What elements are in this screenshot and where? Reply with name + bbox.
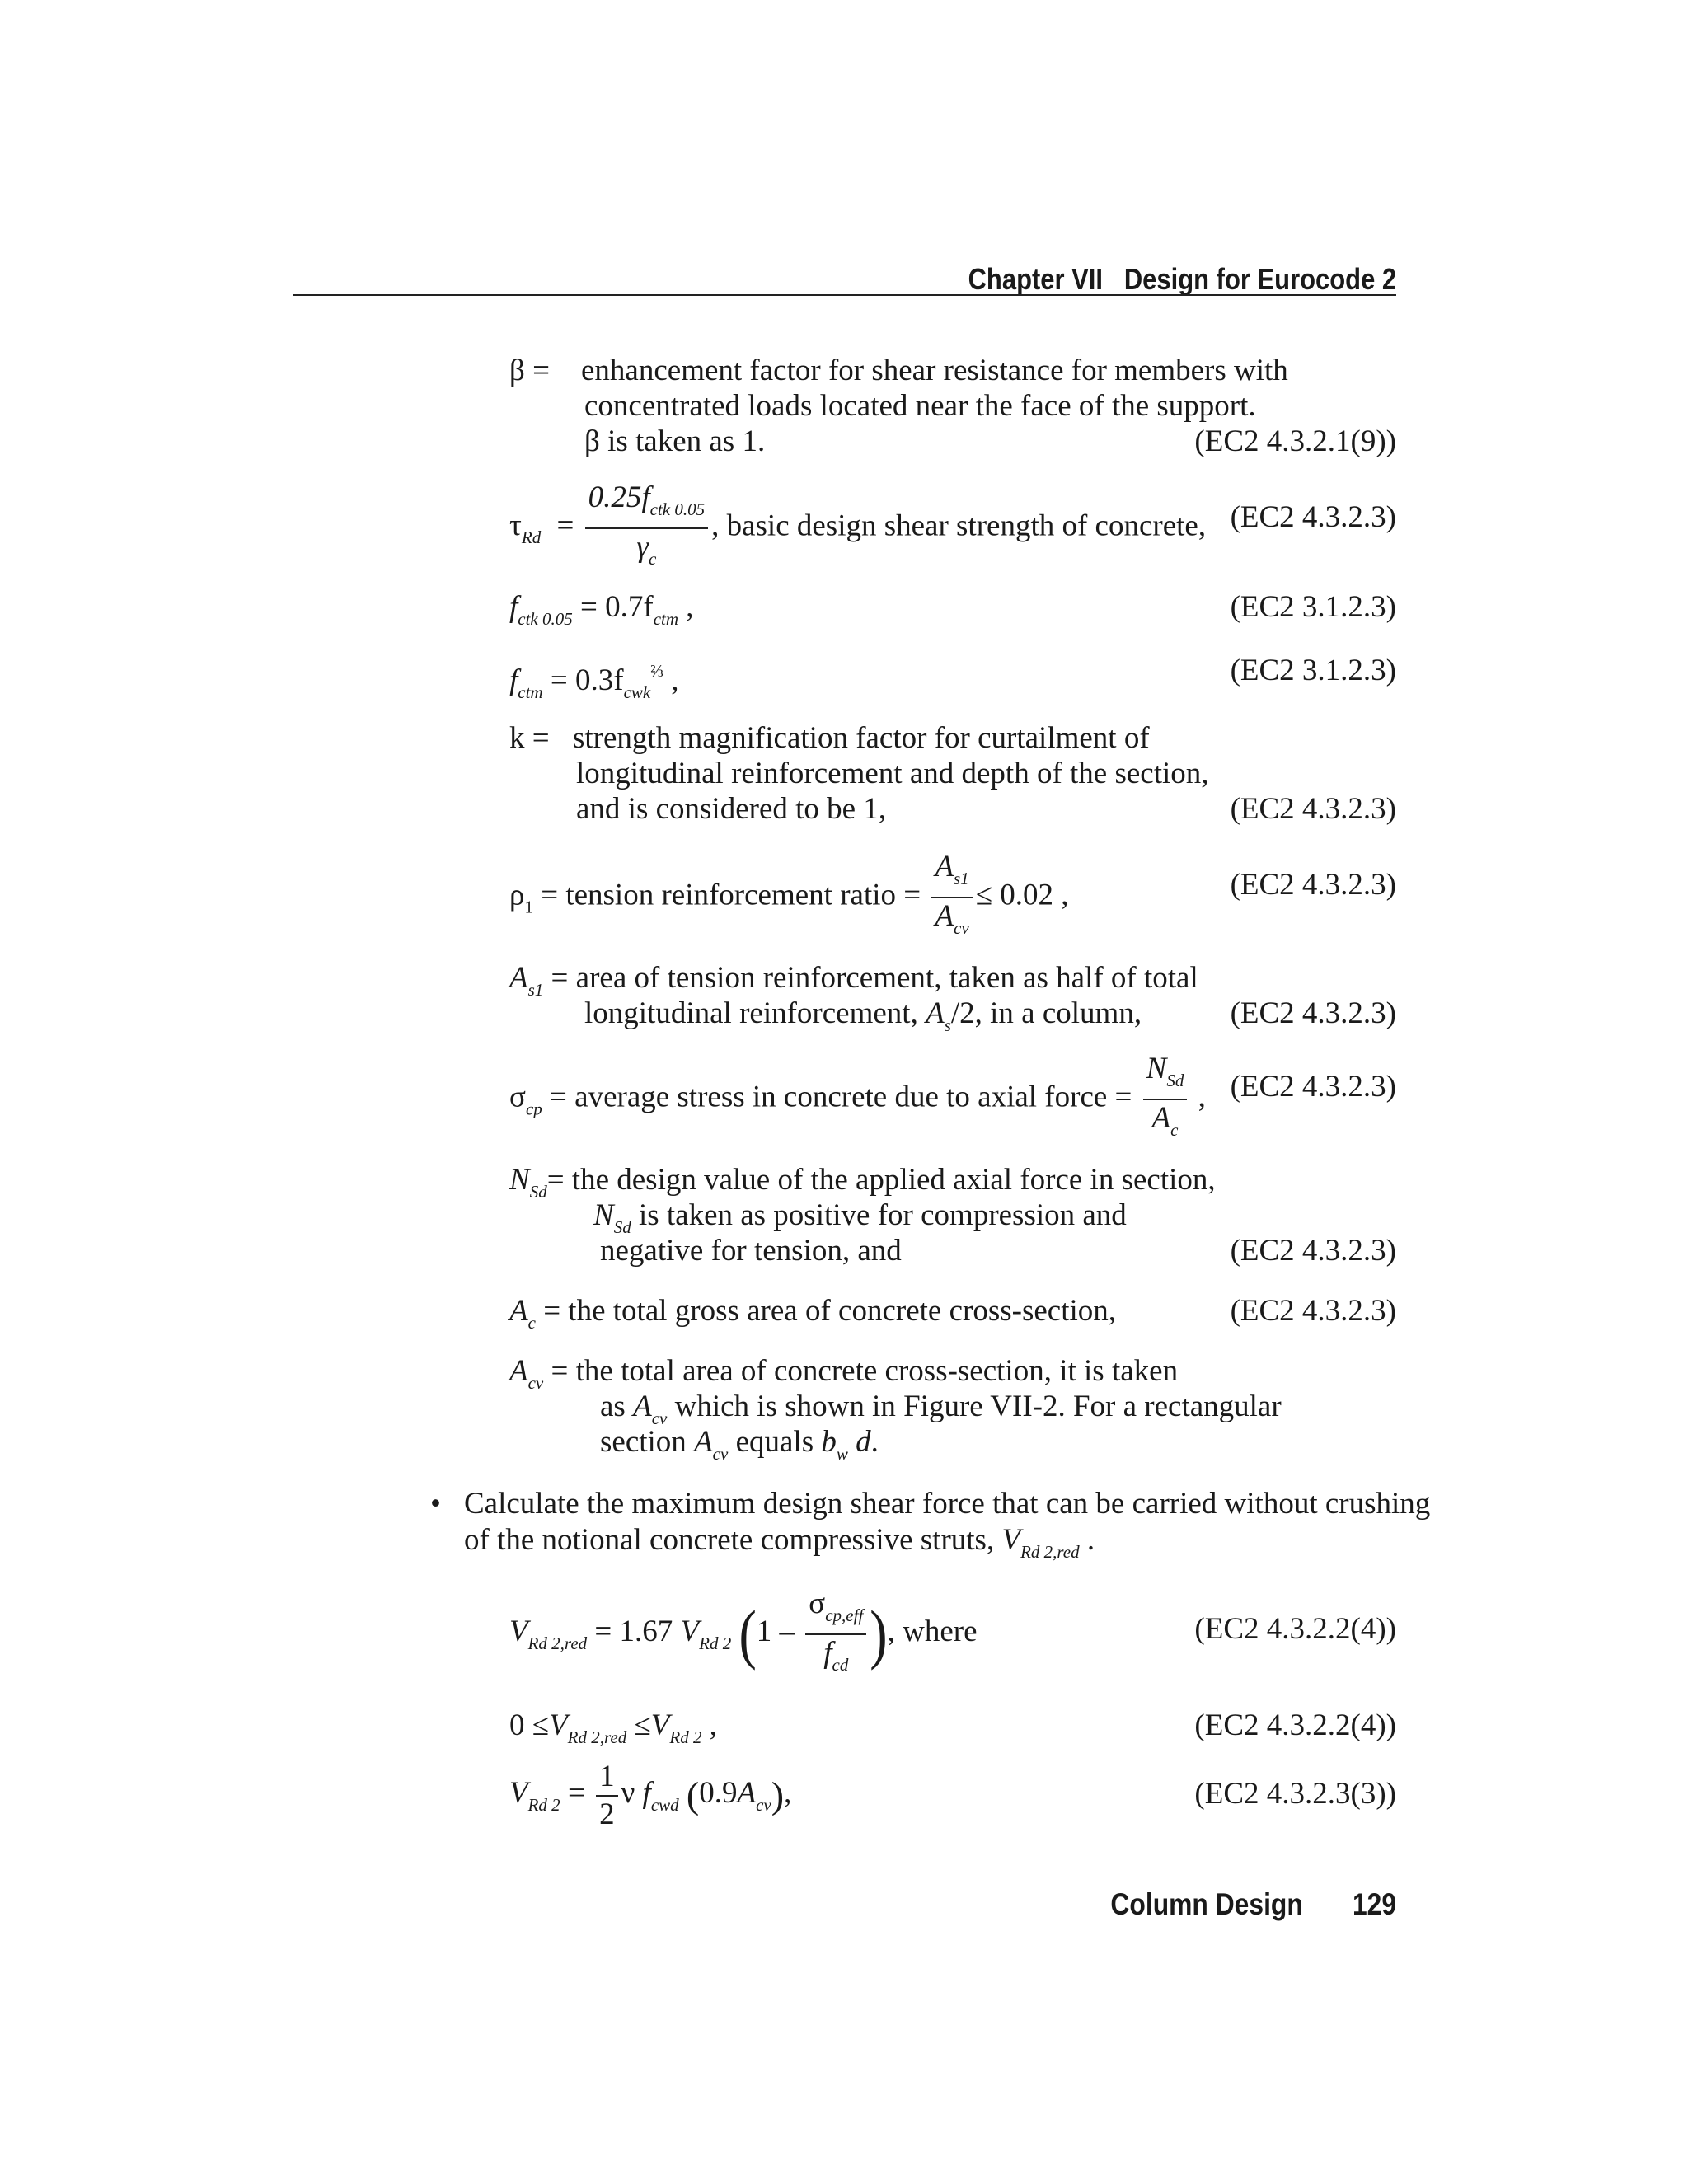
k-ref: (EC2 4.3.2.3) [1230,792,1396,826]
beta-ref: (EC2 4.3.2.1(9)) [1194,424,1396,458]
nsd-line-2: $N_{Sd}$ is taken as positive for compression and [593,1198,1127,1237]
sigma-cp-fraction: $\frac{N_{Sd}}{A_c}$ [1143,1051,1188,1148]
vrd2-fraction: $\frac{1}{2}$ [596,1759,618,1833]
sigma-cp-equation: $\sigma_{cp}$ = average stress in concrete due to axial force = $\frac{N_{Sd}}{A_c}$ , [509,1051,1206,1148]
tau-rd-ref: (EC2 4.3.2.3) [1230,500,1396,534]
k-line-3: and is considered to be 1, [576,792,887,826]
rho-equation: $\rho_1$ = tension reinforcement ratio = $\frac{A_{s1}}{A_{cv}}$ ≤ 0.02 , [509,849,1069,946]
vrd2red-equation: $V_{Rd 2,red} = 1.67$ $V_{Rd 2}$ (1 – $\frac{\sigma_{cp,eff}}{f_{cd}}$ ), where [509,1582,978,1693]
ac-ref: (EC2 4.3.2.3) [1230,1294,1396,1328]
acv-line-2: as $A_{cv}$ which is shown in Figure VII-2. For a rectangular [600,1390,1282,1428]
vrange-ref: (EC2 4.3.2.2(4)) [1194,1708,1396,1742]
as1-line-2: longitudinal reinforcement, $A_s/2$, in a column, [584,996,1142,1035]
acv-line-3: section $A_{cv}$ equals $b_w$ d. [600,1425,879,1464]
rho-ref: (EC2 4.3.2.3) [1230,868,1396,902]
tau-rd-equation: $\tau_{Rd}$ = $\frac{0.25f_{ctk 0.05}}{\gamma_c}$ , basic design shear strength of concrete, [509,480,1206,577]
nsd-line-3: negative for tension, and [600,1234,902,1268]
fctm-equation: $f_{ctm} = 0.3f_{cwk}^{\frac{2}{3}}$ , [509,661,679,702]
vrd2red-ref: (EC2 4.3.2.2(4)) [1194,1612,1396,1646]
running-footer [1110,1887,1396,1922]
k-symbol: k = [509,721,550,755]
header-rule [293,294,1396,296]
page-number: 129 [1352,1887,1396,1921]
bullet-marker: • [430,1487,441,1521]
rho-fraction: $\frac{A_{s1}}{A_{cv}}$ [931,849,972,946]
fctk-ref: (EC2 3.1.2.3) [1230,590,1396,624]
as1-line-1: $A_{s1}$ = area of tension reinforcement, taken as half of total [509,961,1198,1000]
as1-ref: (EC2 4.3.2.3) [1230,996,1396,1030]
beta-symbol: β = [509,354,550,387]
beta-line-2: concentrated loads located near the face of the support. [584,389,1256,423]
tau-rd-text: , basic design shear strength of concrete, [711,509,1207,543]
sigma-cp-ref: (EC2 4.3.2.3) [1230,1070,1396,1104]
beta-line-3: β is taken as 1. [584,424,766,458]
bullet-line-2: of the notional concrete compressive struts, $V_{Rd 2,red}$ . [464,1523,1095,1562]
vrd2red-fraction: $\frac{\sigma_{cp,eff}}{f_{cd}}$ [805,1586,866,1683]
fctk-equation: $f_{ctk 0.05} = 0.7f_{ctm}$ , [509,590,694,629]
nsd-ref: (EC2 4.3.2.3) [1230,1234,1396,1268]
acv-line-1: $A_{cv}$ = the total area of concrete cross-section, it is taken [509,1354,1179,1393]
header-title: Design for Eurocode 2 [1123,262,1396,296]
vrd2-ref: (EC2 4.3.2.3(3)) [1194,1777,1396,1811]
vrange-equation: $0 \le V_{Rd 2,red} \le V_{Rd 2}$ , [509,1708,717,1747]
vrd2-equation: $V_{Rd 2}$ = $\frac{1}{2}$ ν $f_{cwd}$ $(0.9A_{cv})$, [509,1759,792,1831]
tau-rd-fraction: $\frac{0.25f_{ctk 0.05}}{\gamma_c}$ [585,480,709,577]
ac-line: $A_c$ = the total gross area of concrete cross-section, [509,1294,1117,1333]
nsd-line-1: $N_{Sd}=$ the design value of the applied axial force in section, [509,1163,1216,1202]
header-chapter: Chapter VII [968,262,1103,296]
tau-rd-symbol: $\tau_{Rd}$ [509,509,542,548]
bullet-line-1: Calculate the maximum design shear force that can be carried without crushing [464,1487,1431,1521]
beta-line-1: enhancement factor for shear resistance for members with [581,354,1288,387]
k-line-1: strength magnification factor for curtailment of [573,721,1150,755]
footer-section: Column Design [1110,1887,1303,1921]
fctm-ref: (EC2 3.1.2.3) [1230,654,1396,687]
k-line-2: longitudinal reinforcement and depth of the section, [576,757,1209,790]
running-header [968,262,1396,297]
